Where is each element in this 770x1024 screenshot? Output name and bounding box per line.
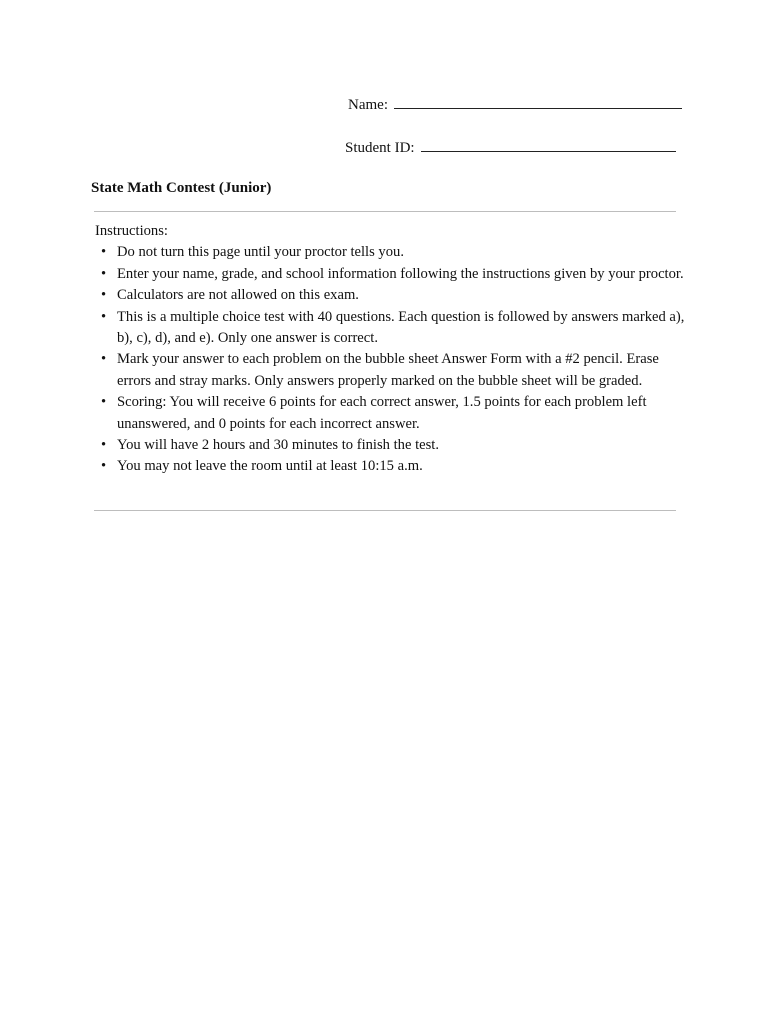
top-divider — [94, 211, 676, 212]
name-label: Name: — [348, 97, 388, 113]
bullet-icon: • — [101, 437, 107, 454]
name-blank-line — [394, 94, 682, 109]
bullet-icon: • — [101, 458, 107, 475]
instruction-item — [101, 242, 685, 263]
student-id-label: Student ID: — [345, 140, 415, 156]
instruction-text: You may not leave the room until at least 10:15 a.m. — [117, 458, 423, 475]
instruction-item — [101, 435, 685, 456]
bullet-icon: • — [101, 244, 107, 261]
instruction-text: Scoring: You will receive 6 points for each correct answer, 1.5 points for each problem left unanswered, and 0 points for each incorrect answer. — [117, 394, 647, 432]
bullet-icon: • — [101, 265, 107, 282]
instruction-item — [101, 349, 685, 392]
student-id-field-row — [345, 137, 676, 157]
instruction-text: This is a multiple choice test with 40 questions. Each question is followed by answers marked a), b), c), d), and e). Only one answer is correct. — [117, 308, 685, 347]
instructions-heading: Instructions: — [95, 223, 168, 239]
instruction-item — [101, 264, 685, 285]
student-id-blank-line — [421, 137, 676, 152]
instruction-text: Calculators are not allowed on this exam. — [117, 287, 359, 304]
instruction-item — [101, 392, 685, 435]
instruction-item — [101, 285, 685, 306]
instruction-text: You will have 2 hours and 30 minutes to finish the test. — [117, 437, 439, 454]
instruction-text: Enter your name, grade, and school information following the instructions given by your proctor. — [117, 265, 684, 282]
bullet-icon: • — [101, 308, 107, 325]
instruction-item — [101, 456, 685, 477]
exam-title: State Math Contest (Junior) — [91, 180, 272, 196]
bullet-icon: • — [101, 351, 107, 368]
instructions-list — [95, 242, 685, 477]
bullet-icon: • — [101, 287, 107, 304]
instruction-text: Do not turn this page until your proctor tells you. — [117, 244, 404, 261]
name-field-row — [348, 94, 682, 114]
instruction-item — [101, 307, 685, 350]
bottom-divider — [94, 510, 676, 511]
instructions-section — [95, 221, 685, 478]
bullet-icon: • — [101, 394, 107, 411]
instruction-text: Mark your answer to each problem on the bubble sheet Answer Form with a #2 pencil. Erase errors and stray marks. Only answers properly marked on the bubble sheet will be graded. — [117, 351, 659, 389]
